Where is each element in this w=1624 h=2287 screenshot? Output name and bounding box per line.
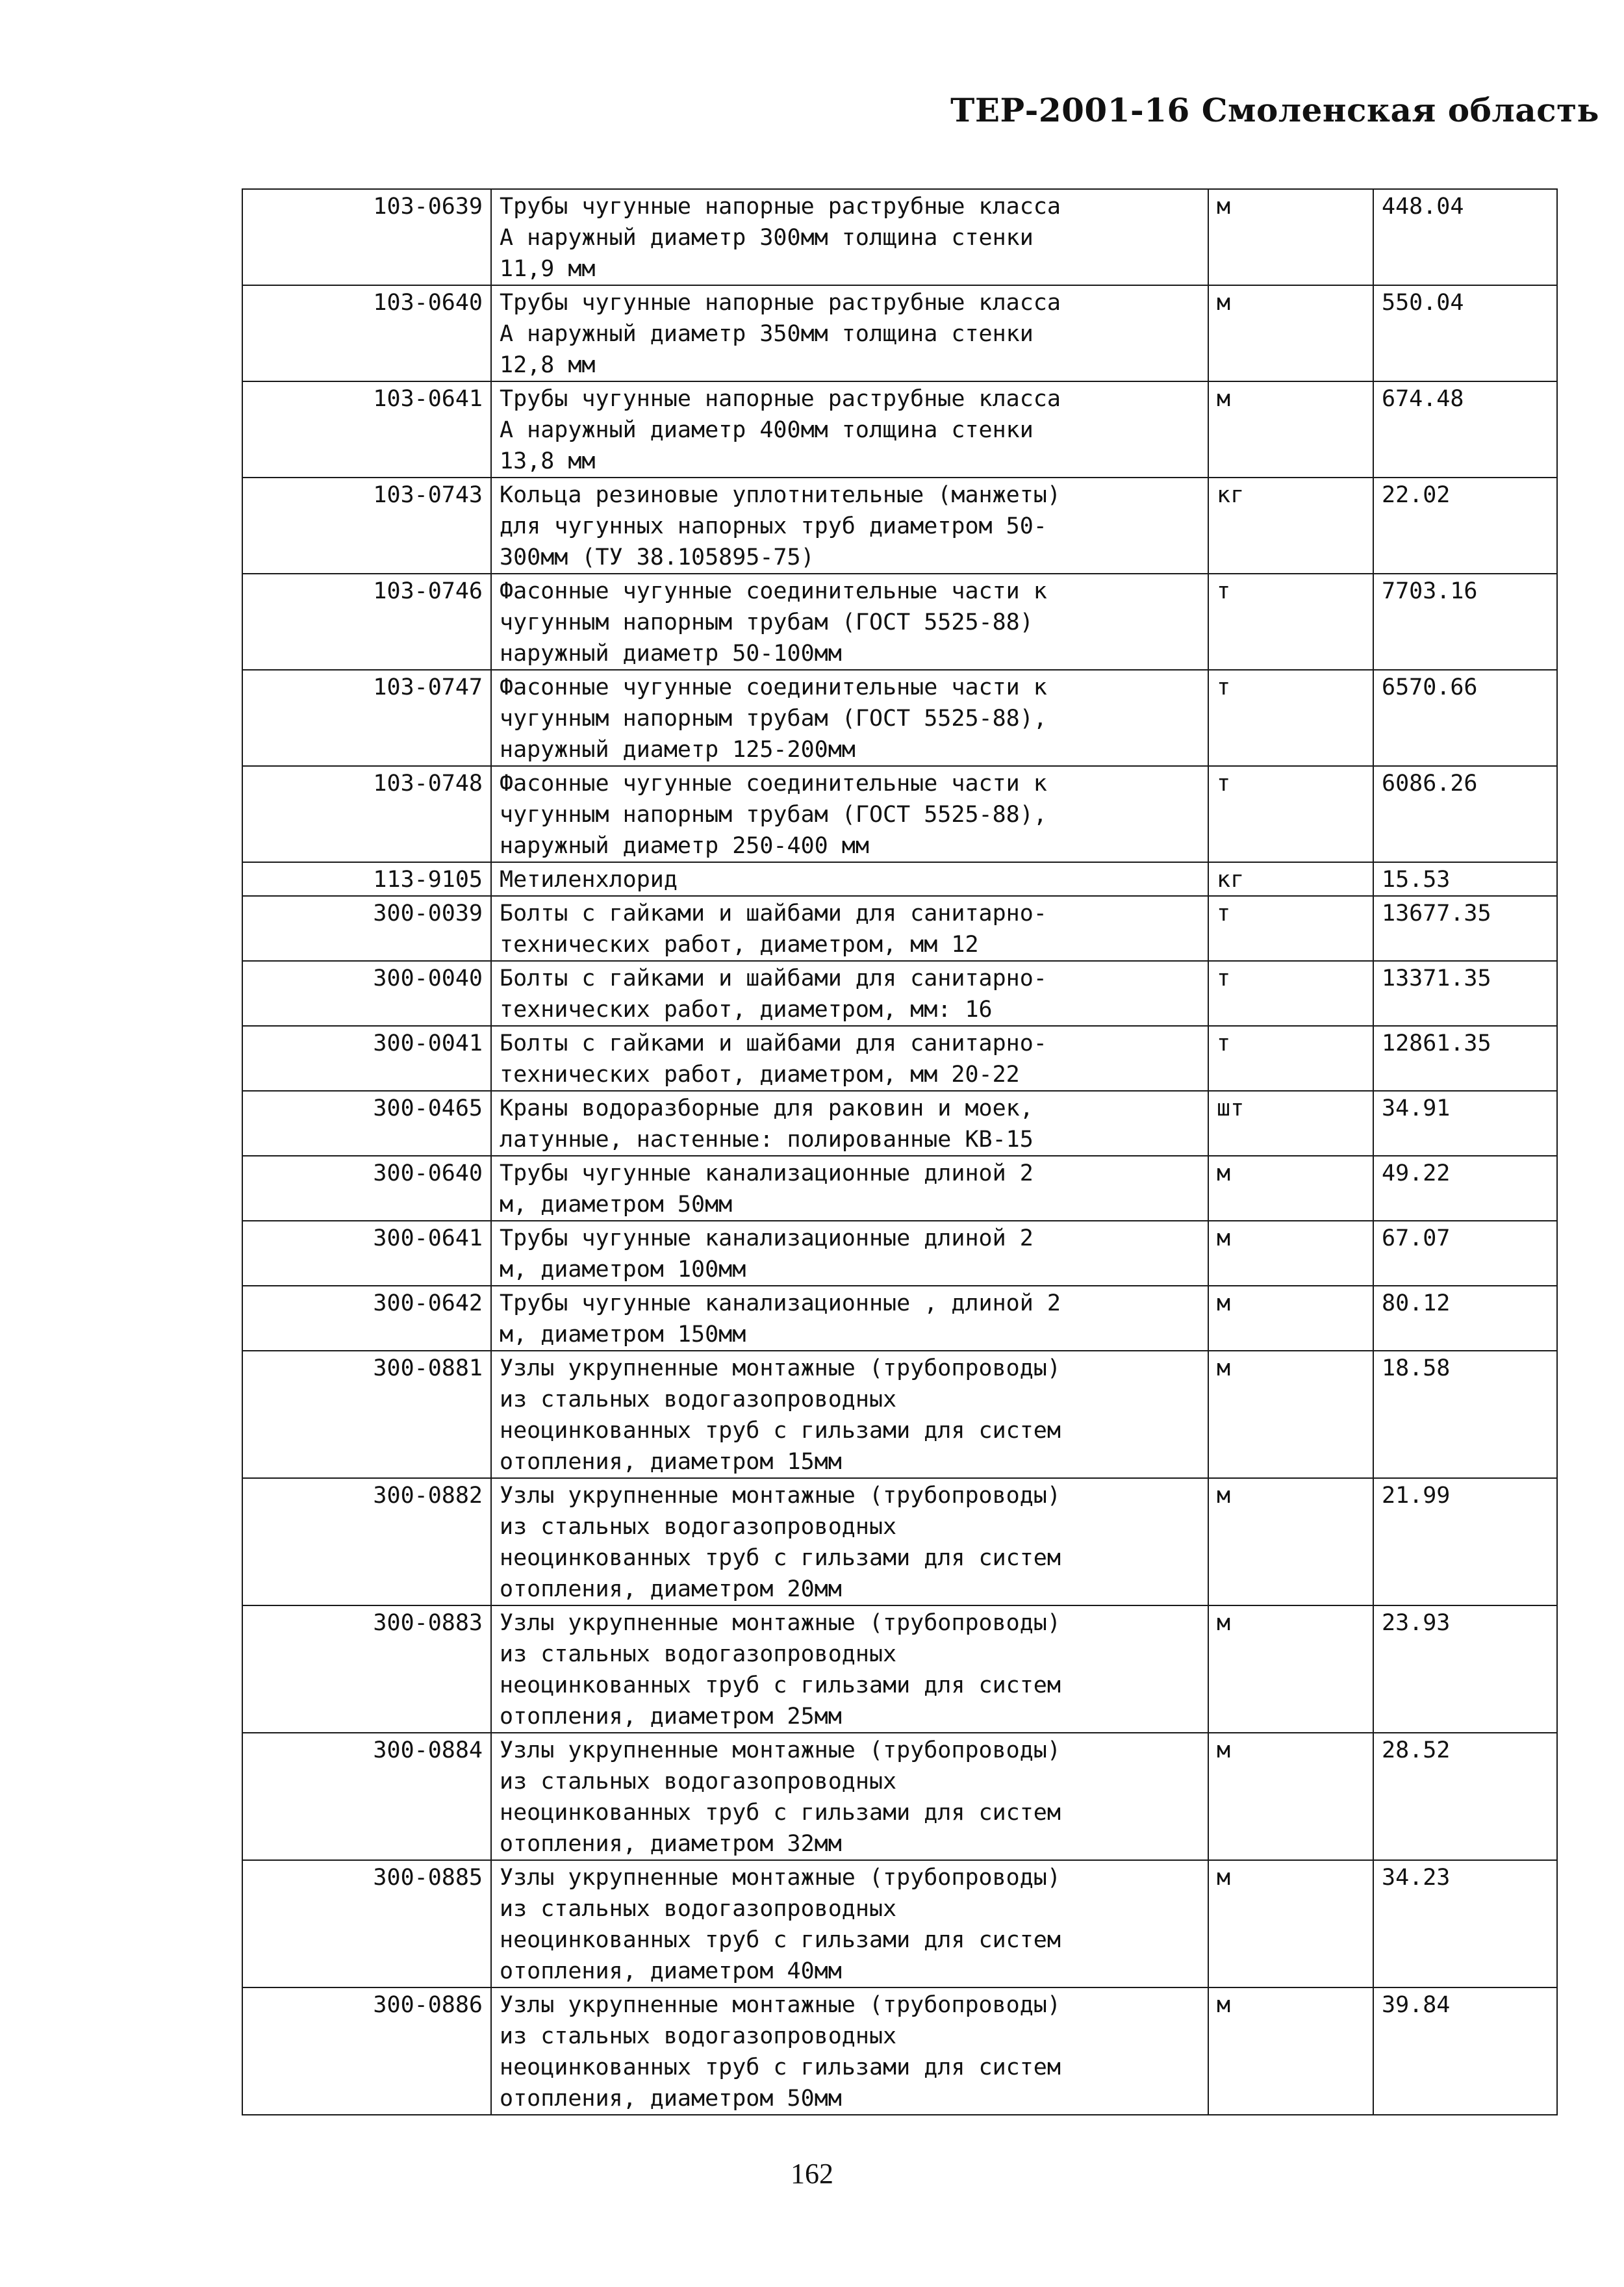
price-cell: 23.93	[1373, 1605, 1557, 1733]
resource-code-cell: 300-0883	[242, 1605, 491, 1733]
resource-name-cell: Узлы укрупненные монтажные (трубопроводы) из стальных водогазопроводных неоцинкованных труб с гильзами для систем отопления, диаметром 20мм	[491, 1478, 1208, 1605]
resource-name-cell: Трубы чугунные напорные раструбные класса А наружный диаметр 300мм толщина стенки 11,9 мм	[491, 189, 1208, 285]
table-row	[242, 896, 1557, 961]
price-cell: 15.53	[1373, 862, 1557, 896]
resource-code-cell: 300-0641	[242, 1221, 491, 1286]
unit-cell: м	[1208, 1478, 1373, 1605]
unit-cell: т	[1208, 574, 1373, 670]
price-cell: 28.52	[1373, 1733, 1557, 1860]
unit-cell: м	[1208, 189, 1373, 285]
resource-code-cell: 113-9105	[242, 862, 491, 896]
price-cell: 12861.35	[1373, 1026, 1557, 1091]
unit-cell: кг	[1208, 862, 1373, 896]
resource-name-cell: Узлы укрупненные монтажные (трубопроводы) из стальных водогазопроводных неоцинкованных труб с гильзами для систем отопления, диаметром 50мм	[491, 1987, 1208, 2115]
price-cell: 7703.16	[1373, 574, 1557, 670]
table-row	[242, 1156, 1557, 1221]
unit-cell: кг	[1208, 478, 1373, 574]
resource-name-cell: Трубы чугунные канализационные длиной 2 м, диаметром 100мм	[491, 1221, 1208, 1286]
resource-name-cell: Кольца резиновые уплотнительные (манжеты) для чугунных напорных труб диаметром 50- 300мм (ТУ 38.105895-75)	[491, 478, 1208, 574]
table-row	[242, 961, 1557, 1026]
resource-code-cell: 300-0884	[242, 1733, 491, 1860]
resource-code-cell: 300-0642	[242, 1286, 491, 1351]
table-row	[242, 1987, 1557, 2115]
resource-name-cell: Болты с гайками и шайбами для санитарно- технических работ, диаметром, мм 20-22	[491, 1026, 1208, 1091]
page-number: 162	[791, 2158, 833, 2190]
resource-code-cell: 300-0039	[242, 896, 491, 961]
price-table	[242, 188, 1558, 2115]
resource-name-cell: Трубы чугунные напорные раструбные класса А наружный диаметр 350мм толщина стенки 12,8 мм	[491, 285, 1208, 381]
table-row	[242, 1286, 1557, 1351]
resource-code-cell: 103-0746	[242, 574, 491, 670]
price-cell: 39.84	[1373, 1987, 1557, 2115]
resource-name-cell: Узлы укрупненные монтажные (трубопроводы) из стальных водогазопроводных неоцинкованных труб с гильзами для систем отопления, диаметром 32мм	[491, 1733, 1208, 1860]
unit-cell: т	[1208, 670, 1373, 766]
table-row	[242, 1026, 1557, 1091]
unit-cell: т	[1208, 1026, 1373, 1091]
price-cell: 13677.35	[1373, 896, 1557, 961]
price-cell: 67.07	[1373, 1221, 1557, 1286]
unit-cell: м	[1208, 1286, 1373, 1351]
unit-cell: м	[1208, 1987, 1373, 2115]
resource-code-cell: 300-0882	[242, 1478, 491, 1605]
price-cell: 18.58	[1373, 1351, 1557, 1478]
table-row	[242, 1605, 1557, 1733]
price-cell: 34.91	[1373, 1091, 1557, 1156]
price-cell: 21.99	[1373, 1478, 1557, 1605]
resource-name-cell: Фасонные чугунные соединительные части к чугунным напорным трубам (ГОСТ 5525-88), наружный диаметр 250-400 мм	[491, 766, 1208, 862]
price-cell: 80.12	[1373, 1286, 1557, 1351]
table-row	[242, 862, 1557, 896]
resource-name-cell: Узлы укрупненные монтажные (трубопроводы) из стальных водогазопроводных неоцинкованных труб с гильзами для систем отопления, диаметром 25мм	[491, 1605, 1208, 1733]
table-row	[242, 478, 1557, 574]
unit-cell: шт	[1208, 1091, 1373, 1156]
unit-cell: м	[1208, 1860, 1373, 1987]
price-cell: 13371.35	[1373, 961, 1557, 1026]
resource-code-cell: 300-0885	[242, 1860, 491, 1987]
document-title: ТЕР-2001-16 Смоленская область	[950, 91, 1599, 129]
unit-cell: м	[1208, 285, 1373, 381]
resource-name-cell: Трубы чугунные канализационные , длиной 2 м, диаметром 150мм	[491, 1286, 1208, 1351]
resource-code-cell: 103-0743	[242, 478, 491, 574]
price-cell: 49.22	[1373, 1156, 1557, 1221]
resource-name-cell: Метиленхлорид	[491, 862, 1208, 896]
table-row	[242, 1478, 1557, 1605]
table-row	[242, 1351, 1557, 1478]
unit-cell: м	[1208, 1733, 1373, 1860]
resource-code-cell: 103-0748	[242, 766, 491, 862]
unit-cell: м	[1208, 381, 1373, 478]
resource-name-cell: Узлы укрупненные монтажные (трубопроводы) из стальных водогазопроводных неоцинкованных труб с гильзами для систем отопления, диаметром 40мм	[491, 1860, 1208, 1987]
unit-cell: т	[1208, 896, 1373, 961]
resource-name-cell: Узлы укрупненные монтажные (трубопроводы) из стальных водогазопроводных неоцинкованных труб с гильзами для систем отопления, диаметром 15мм	[491, 1351, 1208, 1478]
unit-cell: т	[1208, 766, 1373, 862]
table-row	[242, 766, 1557, 862]
table-row	[242, 1860, 1557, 1987]
unit-cell: м	[1208, 1605, 1373, 1733]
resource-code-cell: 300-0886	[242, 1987, 491, 2115]
resource-code-cell: 300-0041	[242, 1026, 491, 1091]
resource-code-cell: 300-0881	[242, 1351, 491, 1478]
resource-name-cell: Трубы чугунные канализационные длиной 2 м, диаметром 50мм	[491, 1156, 1208, 1221]
resource-code-cell: 103-0640	[242, 285, 491, 381]
resource-name-cell: Краны водоразборные для раковин и моек, латунные, настенные: полированные КВ-15	[491, 1091, 1208, 1156]
resource-name-cell: Болты с гайками и шайбами для санитарно- технических работ, диаметром, мм 12	[491, 896, 1208, 961]
table-row	[242, 1221, 1557, 1286]
resource-name-cell: Фасонные чугунные соединительные части к чугунным напорным трубам (ГОСТ 5525-88), наружный диаметр 125-200мм	[491, 670, 1208, 766]
resource-name-cell: Фасонные чугунные соединительные части к чугунным напорным трубам (ГОСТ 5525-88) наружный диаметр 50-100мм	[491, 574, 1208, 670]
resource-code-cell: 103-0641	[242, 381, 491, 478]
resource-name-cell: Трубы чугунные напорные раструбные класса А наружный диаметр 400мм толщина стенки 13,8 мм	[491, 381, 1208, 478]
unit-cell: м	[1208, 1156, 1373, 1221]
price-cell: 6086.26	[1373, 766, 1557, 862]
resource-code-cell: 300-0640	[242, 1156, 491, 1221]
price-cell: 6570.66	[1373, 670, 1557, 766]
table-row	[242, 670, 1557, 766]
price-cell: 22.02	[1373, 478, 1557, 574]
table-row	[242, 285, 1557, 381]
price-cell: 448.04	[1373, 189, 1557, 285]
resource-code-cell: 300-0040	[242, 961, 491, 1026]
resource-code-cell: 103-0747	[242, 670, 491, 766]
resource-code-cell: 300-0465	[242, 1091, 491, 1156]
price-cell: 34.23	[1373, 1860, 1557, 1987]
price-cell: 550.04	[1373, 285, 1557, 381]
price-cell: 674.48	[1373, 381, 1557, 478]
table-row	[242, 189, 1557, 285]
table-row	[242, 574, 1557, 670]
table-row	[242, 1733, 1557, 1860]
unit-cell: м	[1208, 1351, 1373, 1478]
resource-name-cell: Болты с гайками и шайбами для санитарно- технических работ, диаметром, мм: 16	[491, 961, 1208, 1026]
price-table-body	[242, 189, 1557, 2115]
resource-code-cell: 103-0639	[242, 189, 491, 285]
table-row	[242, 1091, 1557, 1156]
unit-cell: м	[1208, 1221, 1373, 1286]
table-row	[242, 381, 1557, 478]
unit-cell: т	[1208, 961, 1373, 1026]
